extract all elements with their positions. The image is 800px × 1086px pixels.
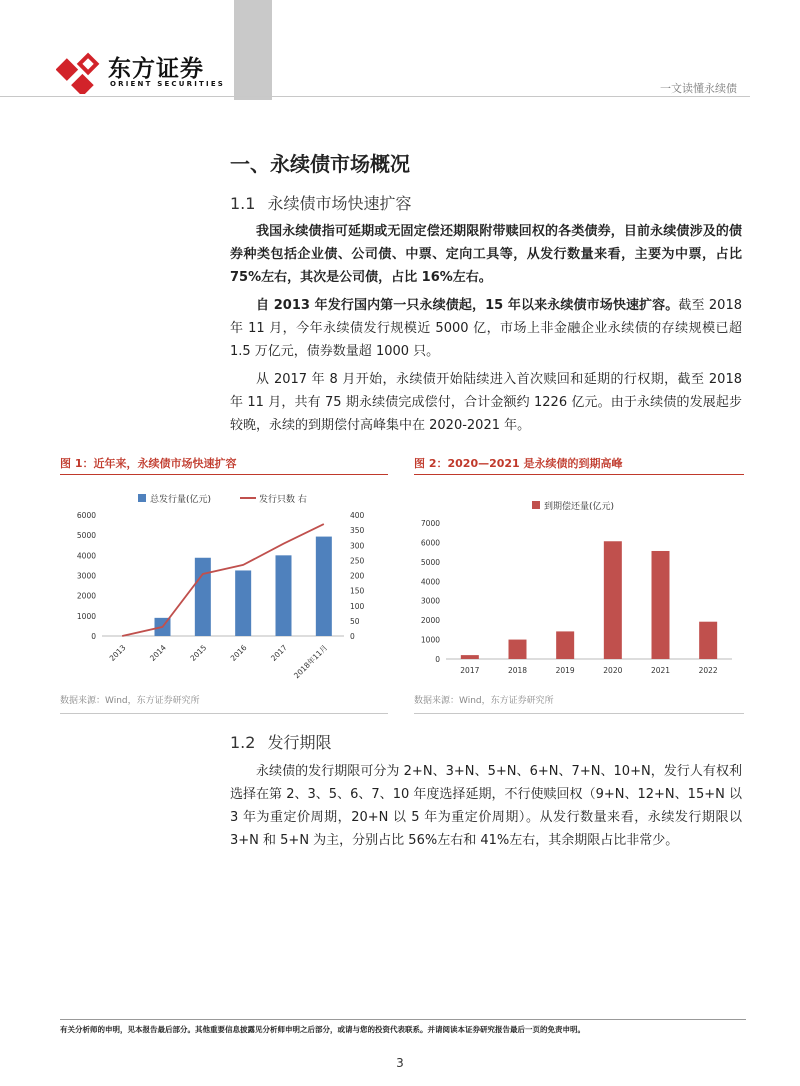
section-title: 一、永续债市场概况: [230, 152, 410, 176]
figure-2-rule: [414, 474, 744, 475]
y-tick-label: 4000: [420, 577, 440, 587]
y-tick-label: 5000: [420, 557, 440, 567]
paragraph-4: 永续债的发行期限可分为 2+N、3+N、5+N、6+N、7+N、10+N，发行人有权利选择在第 2、3、5、6、7、10 年度选择延期，不行使赎回权（9+N、12+N、15+N 以 3 年为重定价周期，20+N 以 5 年为重定价周期）。从发行数量来看，永续发行期限以 3+N 和 5+N 为主，分别占比 56%左右和 41%左右，其余期限占比非常少。: [230, 764, 742, 848]
bar: [652, 551, 670, 659]
y-tick-label: 3000: [420, 596, 440, 606]
y-right-tick-label: 400: [350, 511, 365, 520]
y-right-tick-label: 350: [350, 526, 365, 536]
figure-1-rule: [60, 474, 388, 475]
x-tick-label: 2022: [698, 666, 718, 675]
bar: [276, 555, 292, 636]
subsection-number: 1.2: [230, 733, 256, 752]
y-left-tick-label: 0: [91, 632, 96, 641]
x-tick-label: 2014: [148, 643, 168, 663]
footer-divider: [60, 1019, 746, 1020]
orient-securities-logo-icon: [56, 48, 106, 94]
figure-2-title: 图 2：2020—2021 是永续债的到期高峰: [414, 457, 623, 470]
x-tick-label: 2020: [603, 666, 623, 675]
x-tick-label: 2017: [269, 643, 289, 663]
paragraph-1: [230, 220, 742, 289]
bar: [699, 622, 717, 659]
figure-2-source: 数据来源：Wind，东方证券研究所: [414, 696, 554, 706]
paragraph-1-bold: 我国永续债指可延期或无固定偿还期限附带赎回权的各类债券，目前永续债涉及的债券种类包括企业债、公司债、中票、定向工具等，从发行数量来看，主要为中票，占比 75%左右，其次是公司债，占比 16%左右。: [230, 224, 742, 285]
brand-name-en: ORIENT SECURITIES: [110, 80, 226, 88]
y-left-tick-label: 2000: [76, 591, 96, 601]
y-tick-label: 0: [435, 655, 440, 664]
y-left-tick-label: 5000: [76, 531, 96, 541]
x-tick-label: 2013: [107, 643, 128, 663]
x-tick-label: 2017: [460, 666, 480, 675]
legend-label-bar: 到期偿还量(亿元): [544, 502, 615, 512]
x-tick-label: 2015: [188, 643, 209, 663]
series-line: [122, 524, 324, 636]
figure-1-source: 数据来源：Wind，东方证券研究所: [60, 696, 200, 706]
chart-1: [60, 483, 388, 688]
legend-swatch-bar: [532, 501, 540, 509]
brand-name-cn: 东方证券: [108, 56, 204, 82]
figure-1: [60, 455, 388, 714]
figure-1-title: 图 1：近年来，永续债市场快速扩容: [60, 457, 237, 470]
bar: [195, 558, 211, 636]
bar: [461, 655, 479, 659]
y-right-tick-label: 250: [350, 556, 365, 566]
paragraph-2: [230, 294, 742, 363]
y-right-tick-label: 200: [350, 571, 365, 581]
subsection-heading-1: [230, 191, 411, 214]
y-left-tick-label: 1000: [76, 611, 96, 621]
paragraph-2-bold: 自 2013 年发行国内第一只永续债起，15 年以来永续债市场快速扩容。: [256, 298, 679, 313]
subsection-title: 发行期限: [267, 733, 332, 752]
y-left-tick-label: 3000: [76, 571, 96, 581]
legend-swatch-bar: [138, 494, 146, 502]
x-tick-label: 2018年11月: [292, 643, 330, 681]
y-right-tick-label: 50: [350, 616, 360, 626]
subsection-title: 永续债市场快速扩容: [267, 194, 412, 213]
y-tick-label: 7000: [420, 519, 440, 528]
document-title: 一文读懂永续债: [660, 82, 737, 95]
header-accent-bar: [234, 0, 272, 100]
y-right-tick-label: 150: [350, 586, 365, 596]
bar: [235, 570, 251, 636]
x-tick-label: 2019: [555, 666, 575, 675]
x-tick-label: 2018: [507, 666, 528, 675]
y-left-tick-label: 4000: [76, 551, 96, 561]
legend-label-line: 发行只数 右: [259, 495, 307, 505]
subsection-number: 1.1: [230, 194, 256, 213]
paragraph-2-text: 截至 2018 年 11 月，今年永续债发行规模近 5000 亿，市场上非金融企业永续债的存续规模已超 1.5 万亿元，债券数量超 1000 只。: [230, 298, 742, 359]
y-left-tick-label: 6000: [76, 511, 96, 520]
x-tick-label: 2016: [228, 643, 249, 663]
footer-disclaimer: 有关分析师的申明，见本报告最后部分。其他重要信息披露见分析师申明之后部分，或请与您的投资代表联系。并请阅读本证券研究报告最后一页的免责申明。: [60, 1025, 585, 1034]
paragraph-3: 从 2017 年 8 月开始，永续债开始陆续进入首次赎回和延期的行权期，截至 2018 年 11 月，共有 75 期永续债完成偿付，合计金额约 1226 亿元。由于永续债的发展起步较晚，永续的到期偿付高峰集中在 2020-2021 年。: [230, 372, 742, 433]
legend-label-bar: 总发行量(亿元): [150, 495, 212, 505]
figure-2: [414, 455, 744, 714]
chart-2: [414, 483, 744, 688]
y-tick-label: 1000: [420, 635, 440, 645]
y-right-tick-label: 100: [350, 601, 365, 611]
y-tick-label: 6000: [420, 538, 440, 548]
header-divider: [0, 96, 750, 97]
y-right-tick-label: 300: [350, 541, 365, 551]
subsection-heading-2: [230, 730, 331, 753]
bar: [556, 631, 574, 659]
bar: [509, 640, 527, 659]
bar: [604, 541, 622, 659]
y-tick-label: 2000: [420, 616, 440, 626]
x-tick-label: 2021: [650, 666, 671, 675]
bar: [316, 537, 332, 636]
page-number: 3: [396, 1056, 404, 1070]
y-right-tick-label: 0: [350, 632, 355, 641]
